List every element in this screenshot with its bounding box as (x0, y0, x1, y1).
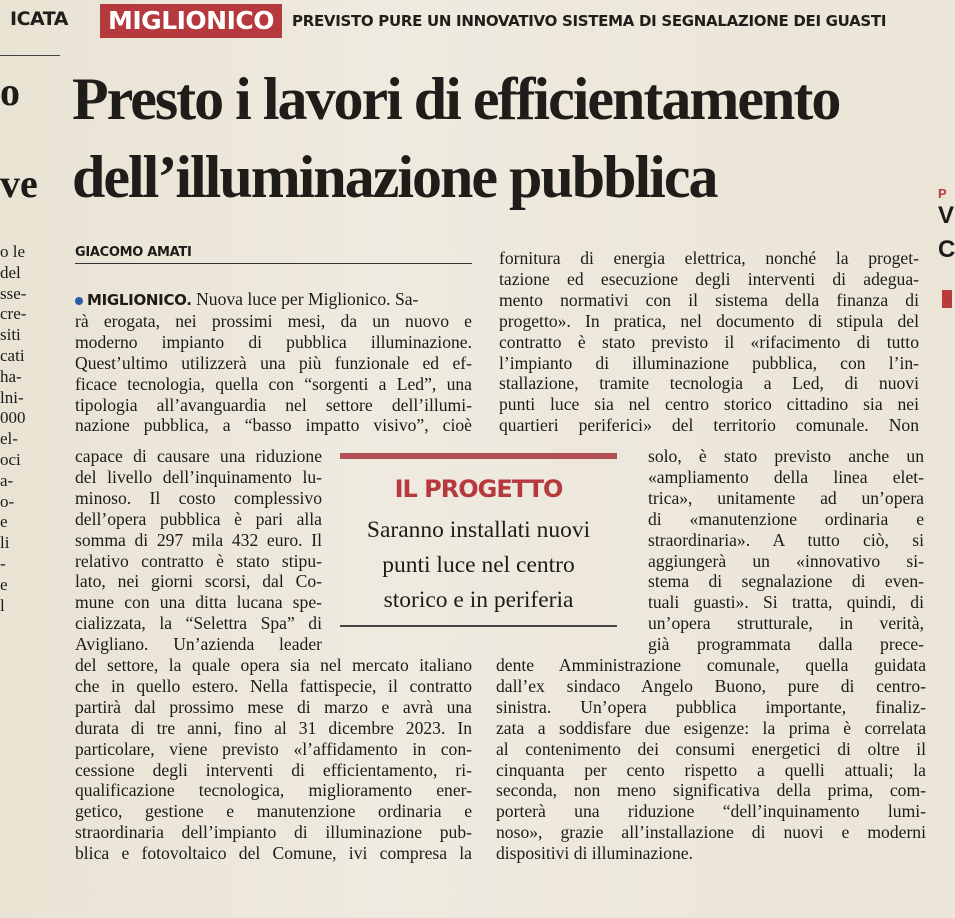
article-line: straordinaria». A tutto ciò, si (648, 529, 924, 550)
left-kicker: ICATA (10, 8, 68, 30)
pullquote-bottom-rule (340, 625, 617, 627)
article-line: lato, nei giorni scorsi, dal Co- (75, 571, 322, 592)
article-line: solo, è stato previsto anche un (648, 446, 924, 466)
location-dot-icon (75, 297, 83, 305)
kicker: PREVISTO PURE UN INNOVATIVO SISTEMA DI SEGNALAZIONE DEI GUASTI (292, 12, 887, 30)
article-line-text: Nuova luce per Miglionico. Sa- (191, 289, 419, 309)
right-fragment-1: P (938, 186, 947, 201)
article-line: di «manutenzione ordinaria e (648, 508, 924, 529)
article-line: dall’ex sindaco Angelo Buono, pure di centro- (496, 675, 926, 696)
right-red-marker (942, 290, 952, 308)
article-line (75, 289, 472, 311)
article-line: già programmata dalla prece- (648, 634, 924, 655)
left-headline-fragment-2: ve (0, 161, 38, 206)
left-text-fragment: li (0, 533, 10, 553)
article-line: cessione degli interventi di efficientamento, ri- (75, 759, 472, 780)
article-line: cinquanta per cento rispetto a quelli attuali; la (496, 759, 926, 780)
article-line: durata di tre anni, fino al 31 dicembre 2023. In (75, 717, 472, 738)
left-text-fragment: del (0, 262, 21, 282)
article-line: relativo contratto è stato stipu- (75, 550, 322, 571)
left-text-fragment: o le (0, 242, 26, 261)
article-line: progetto». In pratica, nel documento di stipula del (499, 310, 919, 331)
left-text-fragment: el- (0, 429, 18, 449)
article-line: dente Amministrazione comunale, quella guidata (496, 655, 926, 675)
article-line: ficace tecnologia, quella con “sorgenti a Led”, una (75, 373, 472, 394)
article-line: minoso. Il costo complessivo (75, 487, 322, 508)
left-text-fragment: sse- (0, 283, 27, 303)
article-line: l’impianto di illuminazione pubblica, con l’in- (499, 352, 919, 373)
article-line: contratto è stato previsto il «rifacimento di tutto (499, 331, 919, 352)
column-2-narrow (648, 446, 924, 655)
left-text-fragment: siti (0, 325, 21, 345)
left-text-fragment: l (0, 595, 5, 615)
pullquote-line: punti luce nel centro (382, 552, 575, 578)
article-line: stallazione, tramite tecnologia a Led, di nuovi (499, 373, 919, 394)
article-line: somma di 297 mila 432 euro. Il (75, 529, 322, 550)
pullquote-line: Saranno installati nuovi (366, 517, 591, 543)
left-text-fragment: 000 (0, 408, 26, 428)
pullquote-top-rule (340, 453, 617, 459)
article-line: dell’opera pubblica è pari alla (75, 508, 322, 529)
article-line: nazione pubblica, a “basso impatto visivo”, cioè (75, 415, 472, 436)
article-line: rà erogata, nei prossimi mesi, da un nuovo e (75, 310, 472, 331)
article-line: stema di segnalazione di even- (648, 571, 924, 592)
article-line: al contenimento dei consumi energetici di oltre il (496, 738, 926, 759)
left-text-fragment: - (0, 554, 6, 573)
article-line: moderno impianto di pubblica illuminazione. (75, 331, 472, 352)
pullquote-label: IL PROGETTO (394, 475, 563, 503)
article-line: sinistra. Un’opera pubblica importante, finaliz- (496, 696, 926, 717)
article-line: Avigliano. Un’azienda leader (75, 634, 322, 655)
left-text-fragment: a- (0, 470, 14, 490)
left-text-fragment: cati (0, 346, 25, 365)
article-line: fornitura di energia elettrica, nonché la proget- (499, 248, 919, 268)
article-line: particolare, viene previsto «l’affidamento in con- (75, 738, 472, 759)
article-line: porterà una riduzione “dell’inquinamento lumi- (496, 801, 926, 822)
column-1-top (75, 289, 472, 436)
left-text-fragment: lni- (0, 387, 24, 407)
article-line: trica», unitamente ad un’opera (648, 487, 924, 508)
article-line: cializzata, la “Selettra Spa” di (75, 613, 322, 634)
article-line: mune con una ditta lucana spe- (75, 592, 322, 613)
location-label: MIGLIONICO. (87, 291, 192, 309)
article-line: qualificazione tecnologica, miglioramento ener- (75, 780, 472, 801)
article-line: che in quello estero. Nella fattispecie, il contratto (75, 675, 472, 696)
headline-line-2: dell’illuminazione pubblica (72, 144, 717, 210)
left-text-fragment: oci (0, 450, 21, 469)
article-line: tipologia all’avanguardia nel settore dell’illumi- (75, 394, 472, 415)
left-neighbour-article (0, 0, 68, 918)
article-line: aggiungerà un «innovativo si- (648, 550, 924, 571)
left-text-fragment: e (0, 512, 8, 532)
article-line: seconda, non meno significativa della prima, com- (496, 780, 926, 801)
article-line: «ampliamento della linea elet- (648, 466, 924, 487)
left-text-fragment: e (0, 574, 8, 594)
article-line: del settore, la quale opera sia nel mercato italiano (75, 655, 472, 675)
article-line: tazione ed esecuzione degli interventi di adegua- (499, 268, 919, 289)
article-line: del livello dell’inquinamento lu- (75, 466, 322, 487)
article-line: mento normativi con il sistema della finanza di (499, 289, 919, 310)
article-line: getico, gestione e manutenzione ordinaria e (75, 801, 472, 822)
article-line: zata a soddisfare due esigenze: la prima è correlata (496, 717, 926, 738)
article-line: punti luce sia nel centro storico cittadino sia nei (499, 394, 919, 415)
byline: GIACOMO AMATI (75, 245, 472, 264)
article-line: blica e fotovoltaico del Comune, ivi compresa la (75, 843, 472, 864)
section-tag: MIGLIONICO (100, 4, 282, 38)
left-text-fragment: o- (0, 491, 15, 511)
article-line: straordinaria dell’impianto di illuminazione pub- (75, 822, 472, 843)
column-2-top (499, 248, 919, 436)
left-text-fragment: ha- (0, 366, 22, 386)
article-line: partirà dal prossimo mese di marzo e avrà una (75, 696, 472, 717)
article-line: un’opera strutturale, in verità, (648, 613, 924, 634)
article-line: capace di causare una riduzione (75, 446, 322, 466)
left-headline-fragment-1: o (0, 69, 20, 114)
column-1-bottom (75, 655, 472, 864)
article-line: quartieri periferici» del territorio comunale. Non (499, 415, 919, 436)
pullquote-line: storico e in periferia (383, 587, 574, 613)
pullquote-box (340, 453, 617, 627)
right-fragment-3: C (938, 236, 955, 263)
headline-line-1: Presto i lavori di efficientamento (72, 66, 840, 132)
column-2-bottom (496, 655, 926, 864)
left-rule (0, 55, 60, 56)
pullquote-text (340, 513, 617, 618)
article-line: tuali guasti». Si tratta, quindi, di (648, 592, 924, 613)
article-line: dispositivi di illuminazione. (496, 843, 693, 864)
right-fragment-2: V (938, 202, 955, 229)
headline (72, 60, 942, 216)
section-header (100, 2, 886, 40)
article-line: noso», grazie all’installazione di nuovi e moderni (496, 822, 926, 843)
article-line: Quest’ultimo utilizzerà una più funzionale ed ef- (75, 352, 472, 373)
left-text-fragment: cre- (0, 304, 27, 324)
column-1-narrow (75, 446, 322, 655)
